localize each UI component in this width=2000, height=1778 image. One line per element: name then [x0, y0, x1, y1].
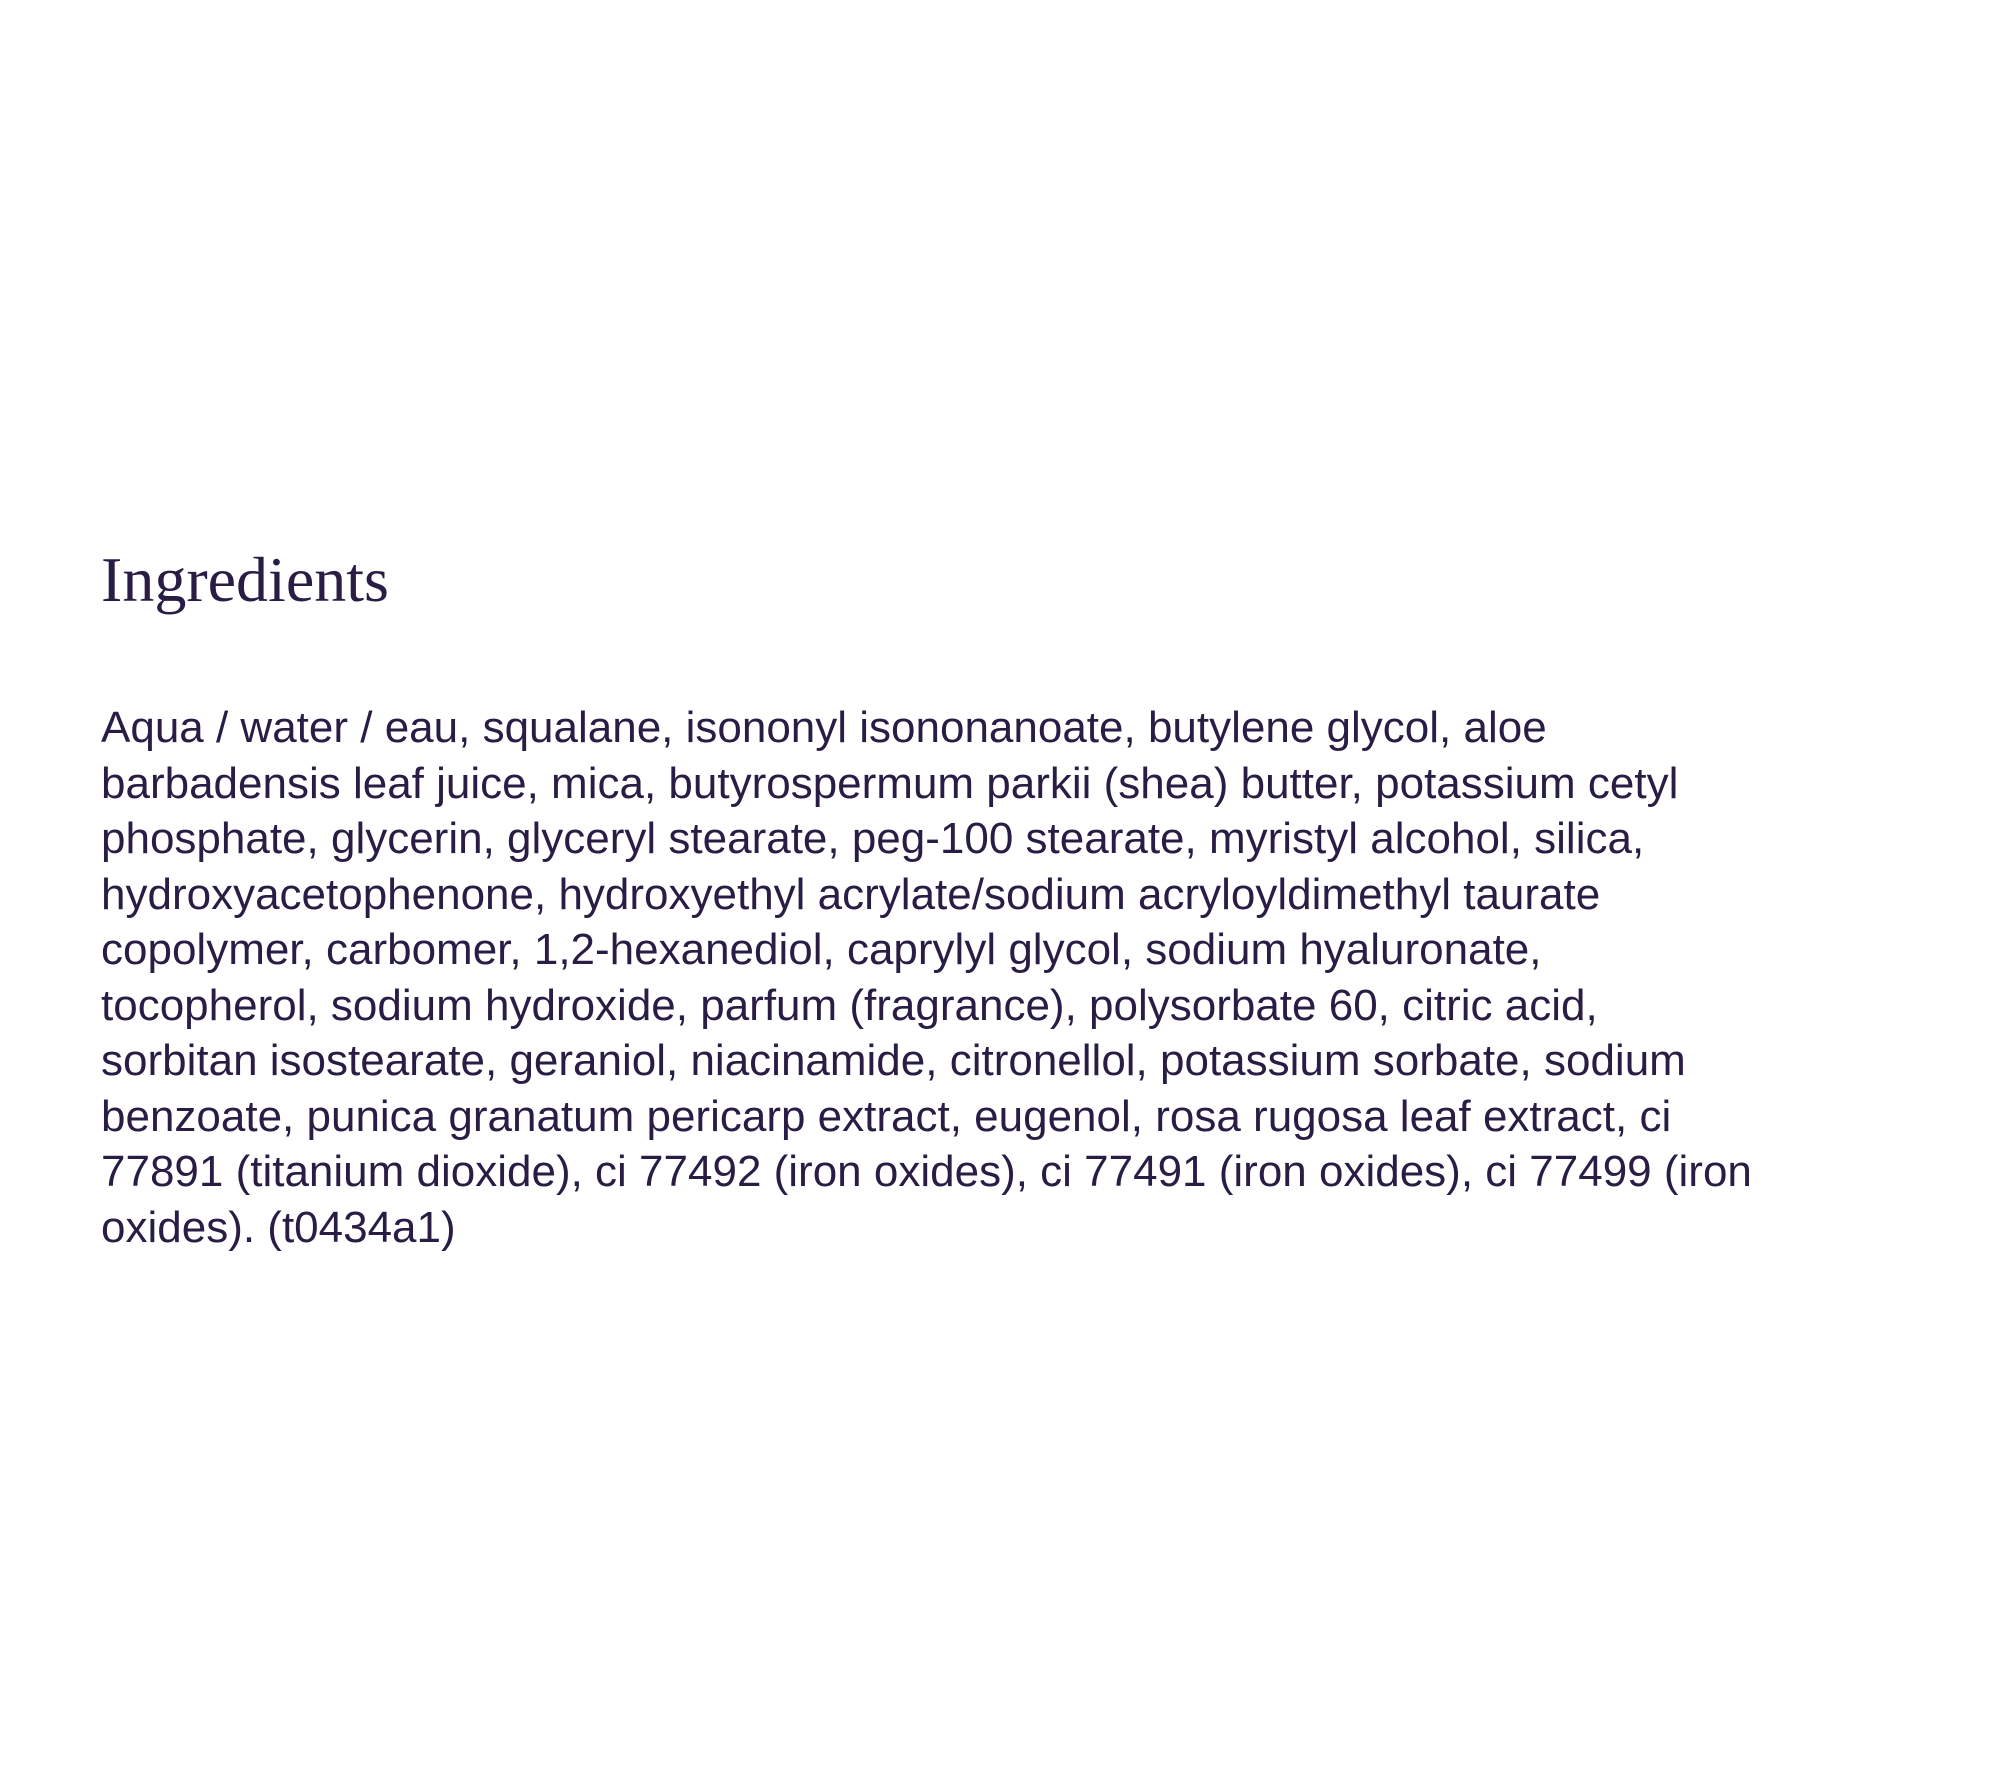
ingredients-line: hydroxyacetophenone, hydroxyethyl acrylate/sodium acryloyldimethyl taurate [101, 869, 1601, 919]
ingredients-line: oxides). (t0434a1) [101, 1202, 456, 1252]
ingredients-line: benzoate, punica granatum pericarp extract, eugenol, rosa rugosa leaf extract, ci [101, 1091, 1672, 1141]
ingredients-line: 77891 (titanium dioxide), ci 77492 (iron oxides), ci 77491 (iron oxides), ci 77499 (iron [101, 1147, 1752, 1196]
ingredients-line: barbadensis leaf juice, mica, butyrospermum parkii (shea) butter, potassium cetyl [101, 758, 1679, 808]
ingredients-line: copolymer, carbomer, 1,2-hexanediol, caprylyl glycol, sodium hyaluronate, [101, 925, 1542, 974]
ingredients-line: phosphate, glycerin, glyceryl stearate, peg-100 stearate, myristyl alcohol, silica, [101, 814, 1645, 863]
ingredients-line: tocopherol, sodium hydroxide, parfum (fragrance), polysorbate 60, citric acid, [101, 980, 1598, 1030]
section-title: Ingredients [101, 544, 389, 615]
ingredients-line: Aqua / water / eau, squalane, isononyl isononanoate, butylene glycol, aloe [101, 703, 1547, 752]
ingredients-section [101, 540, 1941, 1255]
ingredients-list [101, 700, 1941, 1255]
ingredients-line: sorbitan isostearate, geraniol, niacinamide, citronellol, potassium sorbate, sodium [101, 1036, 1686, 1085]
